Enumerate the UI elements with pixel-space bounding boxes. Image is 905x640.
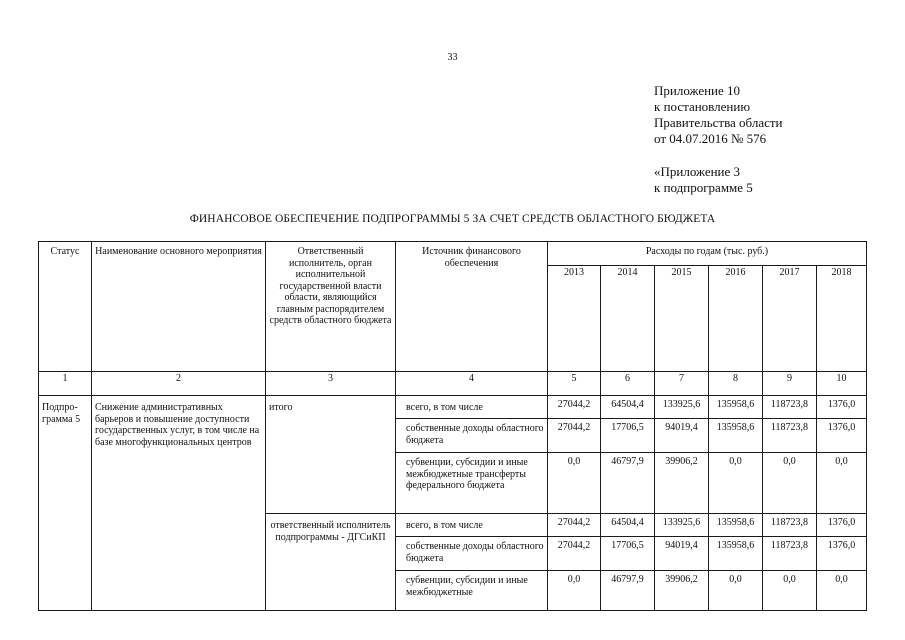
header-expenses: Расходы по годам (тыс. руб.) [548, 242, 867, 266]
source-cell: всего, в том числе [396, 514, 548, 537]
sub-appendix-block [654, 164, 753, 196]
financing-table [38, 241, 867, 611]
page-number: 33 [447, 52, 458, 63]
executor-cell: итого [266, 396, 396, 514]
value-cell: 94019,4 [655, 537, 709, 571]
value-cell: 0,0 [709, 453, 763, 514]
value-cell: 64504,4 [601, 396, 655, 419]
value-cell: 135958,6 [709, 514, 763, 537]
appendix-line: Правительства области [654, 115, 783, 130]
value-cell: 27044,2 [548, 537, 601, 571]
sub-appendix-line: «Приложение 3 [654, 164, 741, 179]
header-year: 2015 [655, 266, 709, 372]
value-cell: 46797,9 [601, 571, 655, 611]
index-cell: 6 [601, 372, 655, 396]
value-cell: 133925,6 [655, 514, 709, 537]
source-cell: собственные доходы областного бюджета [396, 419, 548, 453]
value-cell: 0,0 [548, 453, 601, 514]
value-cell: 135958,6 [709, 419, 763, 453]
appendix-line: Приложение 10 [654, 83, 741, 98]
value-cell: 1376,0 [817, 537, 867, 571]
value-cell: 27044,2 [548, 396, 601, 419]
value-cell: 118723,8 [763, 537, 817, 571]
value-cell: 1376,0 [817, 419, 867, 453]
value-cell: 39906,2 [655, 453, 709, 514]
index-cell: 5 [548, 372, 601, 396]
value-cell: 64504,4 [601, 514, 655, 537]
index-cell: 9 [763, 372, 817, 396]
value-cell: 17706,5 [601, 419, 655, 453]
value-cell: 0,0 [763, 571, 817, 611]
header-year: 2014 [601, 266, 655, 372]
index-cell: 10 [817, 372, 867, 396]
value-cell: 135958,6 [709, 537, 763, 571]
header-row [39, 242, 867, 266]
appendix-line: от 04.07.2016 № 576 [654, 131, 767, 146]
value-cell: 0,0 [817, 571, 867, 611]
header-year: 2018 [817, 266, 867, 372]
value-cell: 27044,2 [548, 419, 601, 453]
value-cell: 0,0 [763, 453, 817, 514]
value-cell: 0,0 [817, 453, 867, 514]
index-cell: 2 [92, 372, 266, 396]
table-row [39, 396, 867, 419]
document-title: ФИНАНСОВОЕ ОБЕСПЕЧЕНИЕ ПОДПРОГРАММЫ 5 ЗА СЧЕТ СРЕДСТВ ОБЛАСТНОГО БЮДЖЕТА [189, 213, 716, 225]
value-cell: 118723,8 [763, 419, 817, 453]
value-cell: 118723,8 [763, 514, 817, 537]
value-cell: 118723,8 [763, 396, 817, 419]
index-cell: 4 [396, 372, 548, 396]
value-cell: 135958,6 [709, 396, 763, 419]
activity-cell: Снижение административных барьеров и повышение доступности государственных услуг, в том числе на базе многофункциональных центров [92, 396, 266, 611]
appendix-block [654, 83, 783, 147]
value-cell: 17706,5 [601, 537, 655, 571]
source-cell: субвенции, субсидии и иные межбюджетные [396, 571, 548, 611]
header-year: 2017 [763, 266, 817, 372]
executor-cell: ответственный исполнитель подпрограммы - ДГСиКП [266, 514, 396, 611]
header-year: 2016 [709, 266, 763, 372]
value-cell: 94019,4 [655, 419, 709, 453]
value-cell: 133925,6 [655, 396, 709, 419]
value-cell: 46797,9 [601, 453, 655, 514]
header-activity: Наименование основного мероприятия [92, 242, 266, 372]
header-year: 2013 [548, 266, 601, 372]
header-source: Источник финансового обеспечения [396, 242, 548, 372]
sub-appendix-line: к подпрограмме 5 [654, 180, 753, 195]
index-cell: 1 [39, 372, 92, 396]
source-cell: всего, в том числе [396, 396, 548, 419]
value-cell: 39906,2 [655, 571, 709, 611]
value-cell: 1376,0 [817, 514, 867, 537]
index-row [39, 372, 867, 396]
value-cell: 0,0 [548, 571, 601, 611]
source-cell: собственные доходы областного бюджета [396, 537, 548, 571]
appendix-line: к постановлению [654, 99, 751, 114]
index-cell: 8 [709, 372, 763, 396]
value-cell: 0,0 [709, 571, 763, 611]
header-status: Статус [39, 242, 92, 372]
index-cell: 3 [266, 372, 396, 396]
header-executor: Ответственный исполнитель, орган исполнительной государственной власти области, являющийся главным распорядителем средств областного бюджета [266, 242, 396, 372]
value-cell: 27044,2 [548, 514, 601, 537]
index-cell: 7 [655, 372, 709, 396]
value-cell: 1376,0 [817, 396, 867, 419]
source-cell: субвенции, субсидии и иные межбюджетные трансферты федерального бюджета [396, 453, 548, 514]
status-cell: Подпро-грамма 5 [39, 396, 92, 611]
